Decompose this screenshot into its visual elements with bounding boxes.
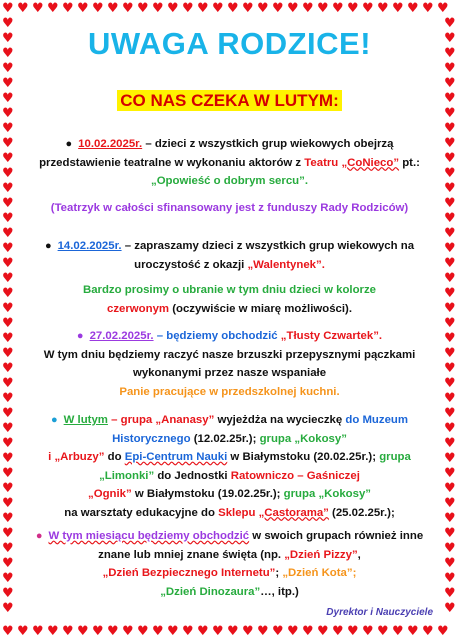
heart-icon: ♥: [332, 624, 344, 639]
heart-icon: ♥: [444, 601, 456, 616]
heart-icon: ♥: [444, 316, 456, 331]
heart-icon: ♥: [2, 556, 14, 571]
heart-icon: ♥: [444, 361, 456, 376]
heart-icon: ♥: [362, 1, 374, 16]
heart-icon: ♥: [2, 541, 14, 556]
heart-icon: ♥: [407, 624, 419, 639]
event-valentines: ● 14.02.2025r. – zapraszamy dzieci z wszystkich grup wiekowych na uroczystość z okazji „Walentynek”.: [44, 240, 415, 271]
heart-icon: ♥: [167, 1, 179, 16]
heart-icon: ♥: [2, 46, 14, 61]
heart-icon: ♥: [2, 166, 14, 181]
heart-icon: ♥: [92, 624, 104, 639]
funding-note: (Teatrzyk w całości sfinansowany jest z funduszy Rady Rodziców): [50, 202, 409, 214]
heart-icon: ♥: [444, 256, 456, 271]
heart-icon: ♥: [152, 624, 164, 639]
heart-icon: ♥: [444, 481, 456, 496]
heart-icon: ♥: [2, 451, 14, 466]
heart-icon: ♥: [444, 331, 456, 346]
event-date: 14.02.2025r.: [57, 240, 122, 252]
group-limonki: grupa „Limonki”: [99, 451, 411, 482]
heart-icon: ♥: [2, 466, 14, 481]
heart-icon: ♥: [2, 601, 14, 616]
heart-icon: ♥: [444, 46, 456, 61]
heart-icon: ♥: [2, 481, 14, 496]
heart-icon: ♥: [444, 166, 456, 181]
group-kokosy: grupa „Kokosy”: [283, 488, 371, 500]
signature: Dyrektor i Nauczyciele: [326, 607, 433, 618]
heart-icon: ♥: [17, 624, 29, 639]
heart-icon: ♥: [2, 421, 14, 436]
heart-icon: ♥: [2, 526, 14, 541]
event-date: 10.02.2025r.: [78, 138, 143, 150]
heart-icon: ♥: [242, 624, 254, 639]
heart-icon: ♥: [212, 1, 224, 16]
heart-icon: ♥: [377, 624, 389, 639]
heart-icon: ♥: [422, 1, 434, 16]
heart-icon: ♥: [137, 1, 149, 16]
heart-icon: ♥: [317, 1, 329, 16]
heart-icon: ♥: [444, 496, 456, 511]
heart-icon: ♥: [444, 121, 456, 136]
heart-icon: ♥: [2, 586, 14, 601]
heart-icon: ♥: [47, 624, 59, 639]
group-ananasy: grupa „Ananasy”: [120, 414, 215, 426]
heart-icon: ♥: [444, 76, 456, 91]
heart-icon: ♥: [77, 624, 89, 639]
heart-icon: ♥: [2, 121, 14, 136]
event-fat-thursday: ● 27.02.2025r. – będziemy obchodzić „Tłusty Czwartek”. W tym dniu będziemy raczyć nasze brzuszki przepysznymi pączkami wykonanymi przez nasze wspaniałe Panie pracujące w przedszkolnej kuchni.: [43, 330, 416, 398]
heart-icon: ♥: [444, 301, 456, 316]
heart-icon: ♥: [197, 624, 209, 639]
heart-icon: ♥: [2, 376, 14, 391]
heart-icon: ♥: [377, 1, 389, 16]
heart-icon: ♥: [444, 376, 456, 391]
bullet-icon: ●: [50, 414, 58, 426]
heart-icon: ♥: [167, 624, 179, 639]
event-holidays: ● W tym miesiącu będziemy obchodzić w swoich grupach również inne znane lub mniej znane święta (np. „Dzień Pizzy”, „Dzień Bezpiecznego Internetu”; „Dzień Kota”; „Dzień Dinozaura”…, itp.): [35, 530, 424, 598]
heart-icon: ♥: [227, 624, 239, 639]
heart-icon: ♥: [287, 624, 299, 639]
heart-icon: ♥: [444, 466, 456, 481]
heart-icon: ♥: [62, 624, 74, 639]
heart-icon: ♥: [122, 1, 134, 16]
heart-icon: ♥: [272, 624, 284, 639]
heart-icon: ♥: [444, 346, 456, 361]
heart-icon: ♥: [2, 301, 14, 316]
page-title: UWAGA RODZICE!: [87, 26, 372, 61]
heart-icon: ♥: [444, 226, 456, 241]
heart-icon: ♥: [444, 196, 456, 211]
heart-icon: ♥: [444, 16, 456, 31]
bullet-icon: ●: [76, 330, 84, 342]
heart-icon: ♥: [444, 526, 456, 541]
heart-icon: ♥: [2, 271, 14, 286]
heart-icon: ♥: [437, 624, 449, 639]
heart-icon: ♥: [317, 624, 329, 639]
heart-icon: ♥: [444, 436, 456, 451]
heart-icon: ♥: [137, 624, 149, 639]
heart-icon: ♥: [444, 181, 456, 196]
heart-icon: ♥: [197, 1, 209, 16]
heart-icon: ♥: [444, 541, 456, 556]
heart-icon: ♥: [17, 1, 29, 16]
group-kokosy: grupa „Kokosy”: [259, 432, 347, 445]
heart-icon: ♥: [422, 624, 434, 639]
heart-icon: ♥: [407, 1, 419, 16]
bullet-icon: ●: [65, 138, 73, 150]
heart-icon: ♥: [2, 31, 14, 46]
announcement: [22, 0, 437, 640]
heart-icon: ♥: [444, 406, 456, 421]
heart-icon: ♥: [152, 1, 164, 16]
heart-icon: ♥: [2, 286, 14, 301]
heart-icon: ♥: [444, 511, 456, 526]
heart-icon: ♥: [444, 151, 456, 166]
heart-icon: ♥: [302, 624, 314, 639]
heart-icon: ♥: [182, 1, 194, 16]
heart-icon: ♥: [444, 211, 456, 226]
heart-icon: ♥: [2, 226, 14, 241]
heart-icon: ♥: [444, 571, 456, 586]
heart-icon: ♥: [444, 106, 456, 121]
heart-icon: ♥: [2, 151, 14, 166]
heart-icon: ♥: [444, 241, 456, 256]
heart-icon: ♥: [32, 624, 44, 639]
heart-icon: ♥: [212, 624, 224, 639]
heart-icon: ♥: [444, 91, 456, 106]
heart-icon: ♥: [2, 391, 14, 406]
heart-icon: ♥: [332, 1, 344, 16]
heart-icon: ♥: [347, 624, 359, 639]
heart-icon: ♥: [302, 1, 314, 16]
subtitle-highlight: CO NAS CZEKA W LUTYM:: [117, 90, 341, 111]
heart-icon: ♥: [362, 624, 374, 639]
valentines-name: „Walentynek”.: [247, 258, 325, 271]
group-arbuzy: i „Arbuzy”: [48, 451, 105, 463]
bullet-icon: ●: [44, 240, 52, 252]
heart-icon: ♥: [444, 391, 456, 406]
heart-icon: ♥: [92, 1, 104, 16]
heart-icon: ♥: [2, 196, 14, 211]
heart-icon: ♥: [2, 91, 14, 106]
heart-icon: ♥: [444, 286, 456, 301]
heart-icon: ♥: [444, 451, 456, 466]
heart-icon: ♥: [444, 586, 456, 601]
heart-icon: ♥: [2, 511, 14, 526]
bullet-icon: ●: [35, 530, 43, 542]
heart-icon: ♥: [257, 624, 269, 639]
heart-icon: ♥: [444, 271, 456, 286]
heart-icon: ♥: [2, 346, 14, 361]
heart-icon: ♥: [2, 16, 14, 31]
heart-icon: ♥: [2, 496, 14, 511]
dress-note: Bardzo prosimy o ubranie w tym dniu dzieci w kolorze czerwonym (oczywiście w miarę możliwości).: [82, 284, 377, 315]
heart-icon: ♥: [392, 624, 404, 639]
heart-icon: ♥: [287, 1, 299, 16]
heart-icon: ♥: [444, 31, 456, 46]
heart-icon: ♥: [2, 624, 14, 639]
heart-icon: ♥: [2, 256, 14, 271]
heart-icon: ♥: [444, 61, 456, 76]
heart-icon: ♥: [2, 76, 14, 91]
heart-icon: ♥: [2, 136, 14, 151]
heart-icon: ♥: [2, 406, 14, 421]
heart-icon: ♥: [347, 1, 359, 16]
heart-icon: ♥: [444, 421, 456, 436]
heart-icon: ♥: [242, 1, 254, 16]
heart-icon: ♥: [182, 624, 194, 639]
heart-icon: ♥: [32, 1, 44, 16]
theatre-name: „CoNieco”: [341, 156, 400, 169]
heart-icon: ♥: [47, 1, 59, 16]
play-title: „Opowieść o dobrym sercu”.: [151, 175, 308, 187]
heart-icon: ♥: [2, 241, 14, 256]
heart-icon: ♥: [62, 1, 74, 16]
heart-icon: ♥: [122, 624, 134, 639]
heart-icon: ♥: [2, 61, 14, 76]
heart-icon: ♥: [2, 1, 14, 16]
subtitle: [22, 91, 437, 111]
heart-icon: ♥: [272, 1, 284, 16]
heart-icon: ♥: [437, 1, 449, 16]
heart-icon: ♥: [2, 571, 14, 586]
event-date: 27.02.2025r.: [89, 330, 154, 342]
heart-icon: ♥: [2, 361, 14, 376]
heart-icon: ♥: [444, 556, 456, 571]
heart-icon: ♥: [2, 106, 14, 121]
event-trips: ● W lutym – grupa „Ananasy” wyjeżdża na wycieczkę do Muzeum Historycznego (12.02.25r.); grupa „Kokosy” i „Arbuzy” do Epi-Centrum Nauki w Białymstoku (20.02.25r.); grupa „Limonki” do Jednostki Ratowniczo – Gaśniczej „Ognik” w Białymstoku (19.02.25r.); grupa „Kokosy” na warsztaty edukacyjne do Sklepu „Castorama” (25.02.25r.);: [48, 414, 411, 519]
heart-icon: ♥: [227, 1, 239, 16]
event-theatre: ● 10.02.2025r. – dzieci z wszystkich grup wiekowych obejrzą przedstawienie teatralne w wykonaniu aktorów z Teatru „CoNieco” pt.: „Opowieść o dobrym sercu”.: [39, 138, 420, 187]
heart-icon: ♥: [444, 136, 456, 151]
heart-icon: ♥: [2, 181, 14, 196]
fat-thursday-name: „Tłusty Czwartek”.: [280, 330, 383, 342]
heart-icon: ♥: [77, 1, 89, 16]
heart-icon: ♥: [107, 1, 119, 16]
heart-icon: ♥: [2, 436, 14, 451]
heart-icon: ♥: [392, 1, 404, 16]
heart-icon: ♥: [2, 316, 14, 331]
heart-icon: ♥: [257, 1, 269, 16]
heart-icon: ♥: [2, 211, 14, 226]
heart-icon: ♥: [2, 331, 14, 346]
heart-icon: ♥: [107, 624, 119, 639]
